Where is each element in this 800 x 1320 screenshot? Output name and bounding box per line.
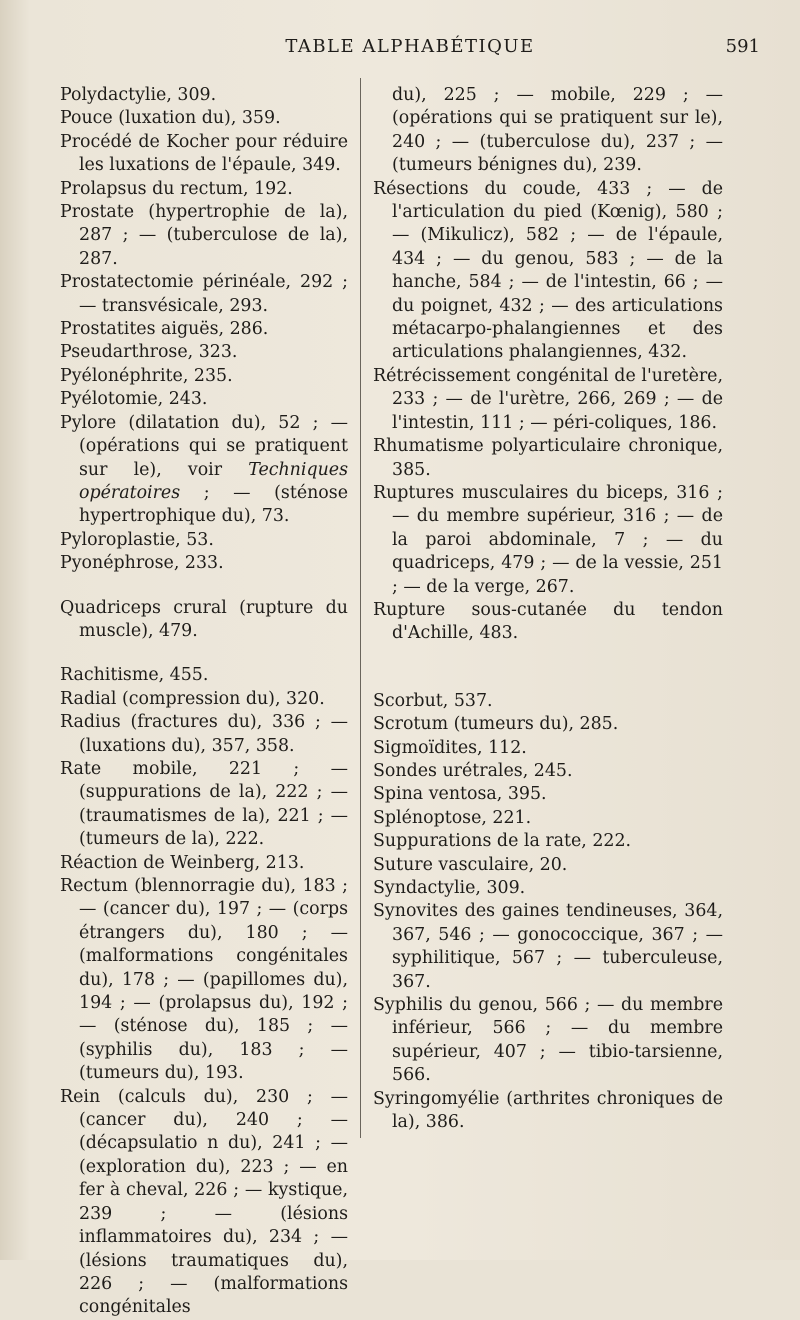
entry-italic-ref: Techniques opératoires bbox=[79, 459, 348, 503]
index-entry bbox=[373, 783, 723, 806]
entry-text: Scrotum (tumeurs du), 285. bbox=[373, 714, 619, 735]
entry-text: Sondes urétrales, 245. bbox=[373, 760, 573, 781]
index-entry bbox=[373, 178, 723, 365]
index-entry bbox=[373, 760, 723, 783]
entry-text: Rectum (blennorragie du), 183 ; — (cancer du), 197 ; — (corps étrangers du), 180 ; — (malformations congénitales du), 178 ; — (papillomes du), 194 ; — (prolapsus du), 192 ; — (sténose du), 185 ; — (syphilis du), 183 ; — (tumeurs du), 193. bbox=[60, 876, 348, 1084]
index-entry bbox=[373, 994, 723, 1088]
running-title: TABLE ALPHABÉTIQUE bbox=[285, 36, 535, 57]
index-entry bbox=[60, 1086, 348, 1320]
entry-text: Suture vasculaire, 20. bbox=[373, 854, 568, 875]
entry-text: Pyloroplastie, 53. bbox=[60, 529, 214, 550]
index-entry bbox=[60, 388, 348, 411]
entry-text: Rein (calculs du), 230 ; — (cancer du), 240 ; — (décapsulatio n du), 241 ; — (exploration du), 223 ; — en fer à cheval, 226 ; — kystique, 239 ; — (lésions inflammatoires du), 234 ; — (lésions traumatiques du), 226 ; — (malformations congénitales bbox=[60, 1086, 348, 1318]
index-entry bbox=[60, 552, 348, 575]
index-entry bbox=[60, 664, 348, 687]
index-entry bbox=[373, 84, 723, 178]
index-column-right bbox=[373, 84, 723, 1134]
entry-text: Quadriceps crural (rupture du muscle), 479. bbox=[60, 597, 348, 641]
index-entry bbox=[60, 758, 348, 852]
section-gap bbox=[60, 643, 348, 664]
index-entry bbox=[60, 529, 348, 552]
entry-text: Rupture sous-cutanée du tendon d'Achille, 483. bbox=[373, 599, 723, 644]
index-entry bbox=[373, 830, 723, 853]
index-entry bbox=[373, 877, 723, 900]
entry-text: Réaction de Weinberg, 213. bbox=[60, 852, 305, 873]
index-entry bbox=[60, 178, 348, 201]
entry-text-after: ; — (sténose hypertrophique du), 73. bbox=[79, 482, 348, 527]
entry-text: Pyélonéphrite, 235. bbox=[60, 365, 233, 386]
index-entry bbox=[373, 737, 723, 760]
entry-text: Prolapsus du rectum, 192. bbox=[60, 178, 293, 199]
section-gap bbox=[373, 646, 723, 690]
index-entry bbox=[60, 341, 348, 364]
entry-text: Pylore (dilatation du), 52 ; — (opérations qui se pratiquent sur le), voir bbox=[60, 412, 348, 480]
index-entry bbox=[373, 807, 723, 830]
index-entry bbox=[60, 875, 348, 1086]
entry-text: Pyonéphrose, 233. bbox=[60, 553, 224, 574]
entry-text: Sigmoïdites, 112. bbox=[373, 737, 527, 758]
index-entry bbox=[60, 688, 348, 711]
entry-text: Pyélotomie, 243. bbox=[60, 389, 208, 410]
entry-text: du), 225 ; — mobile, 229 ; — (opérations qui se pratiquent sur le), 240 ; — (tuberculose du), 237 ; — (tumeurs bénignes du), 239. bbox=[392, 85, 723, 176]
index-entry bbox=[373, 690, 723, 713]
index-entry bbox=[373, 435, 723, 482]
index-entry bbox=[60, 271, 348, 318]
index-entry bbox=[60, 318, 348, 341]
entry-text: Syphilis du genou, 566 ; — du membre inférieur, 566 ; — du membre supérieur, 407 ; — tibio-tarsienne, 566. bbox=[373, 995, 723, 1086]
entry-text: Prostatectomie périnéale, 292 ; — transvésicale, 293. bbox=[60, 272, 348, 316]
entry-text: Radial (compression du), 320. bbox=[60, 688, 325, 709]
index-entry bbox=[373, 1088, 723, 1135]
entry-text: Syndactylie, 309. bbox=[373, 878, 526, 898]
entry-text: Rétrécissement congénital de l'uretère, 233 ; — de l'urètre, 266, 269 ; — de l'intestin, 111 ; — péri-coliques, 186. bbox=[373, 365, 723, 433]
page-header bbox=[60, 36, 760, 62]
index-entry bbox=[60, 412, 348, 529]
entry-text: Scorbut, 537. bbox=[373, 690, 493, 711]
entry-text: Suppurations de la rate, 222. bbox=[373, 831, 632, 852]
entry-text: Polydactylie, 309. bbox=[60, 85, 217, 105]
index-entry bbox=[60, 597, 348, 644]
index-entry bbox=[60, 84, 348, 107]
entry-text: Pouce (luxation du), 359. bbox=[60, 108, 281, 129]
index-entry bbox=[60, 131, 348, 178]
index-entry bbox=[60, 711, 348, 758]
entry-text: Procédé de Kocher pour réduire les luxations de l'épaule, 349. bbox=[60, 131, 348, 176]
index-entry bbox=[373, 713, 723, 736]
entry-text: Prostatites aiguës, 286. bbox=[60, 319, 269, 340]
index-entry bbox=[373, 482, 723, 599]
entry-text: Spina ventosa, 395. bbox=[373, 784, 547, 805]
section-gap bbox=[60, 576, 348, 597]
entry-text: Splénoptose, 221. bbox=[373, 807, 532, 828]
entry-text: Rate mobile, 221 ; — (suppurations de la), 222 ; — (traumatismes de la), 221 ; — (tumeurs de la), 222. bbox=[60, 758, 348, 850]
entry-text: Prostate (hypertrophie de la), 287 ; — (tuberculose de la), 287. bbox=[60, 202, 348, 269]
index-entry bbox=[60, 365, 348, 388]
index-entry bbox=[60, 201, 348, 271]
column-divider bbox=[360, 78, 361, 1138]
index-entry bbox=[373, 854, 723, 877]
index-entry bbox=[373, 365, 723, 435]
index-column-left bbox=[60, 84, 348, 1320]
entry-text: Syringomyélie (arthrites chroniques de la), 386. bbox=[373, 1088, 723, 1133]
entry-text: Ruptures musculaires du biceps, 316 ; — du membre supérieur, 316 ; — de la paroi abdominale, 7 ; — du quadriceps, 479 ; — de la vessie, 251 ; — de la verge, 267. bbox=[373, 482, 723, 597]
entry-text: Radius (fractures du), 336 ; — (luxations du), 357, 358. bbox=[60, 712, 348, 756]
entry-text: Synovites des gaines tendineuses, 364, 367, 546 ; — gonococcique, 367 ; — syphilitique, 567 ; — tuberculeuse, 367. bbox=[373, 901, 723, 992]
index-entry bbox=[60, 107, 348, 130]
index-entry bbox=[60, 852, 348, 875]
entry-text: Pseudarthrose, 323. bbox=[60, 342, 238, 363]
page-number: 591 bbox=[725, 36, 760, 57]
index-entry bbox=[373, 599, 723, 646]
index-entry bbox=[373, 900, 723, 994]
entry-text: Rachitisme, 455. bbox=[60, 665, 209, 686]
entry-text: Résections du coude, 433 ; — de l'articulation du pied (Kœnig), 580 ; — (Mikulicz), 582 ; — de l'épaule, 434 ; — du genou, 583 ; — de la hanche, 584 ; — de l'intestin, 66 ; — du poignet, 432 ; — des articulations métacarpo-phalangiennes et des articulations phalangiennes, 432. bbox=[373, 178, 723, 363]
entry-text: Rhumatisme polyarticulaire chronique, 385. bbox=[373, 436, 723, 480]
